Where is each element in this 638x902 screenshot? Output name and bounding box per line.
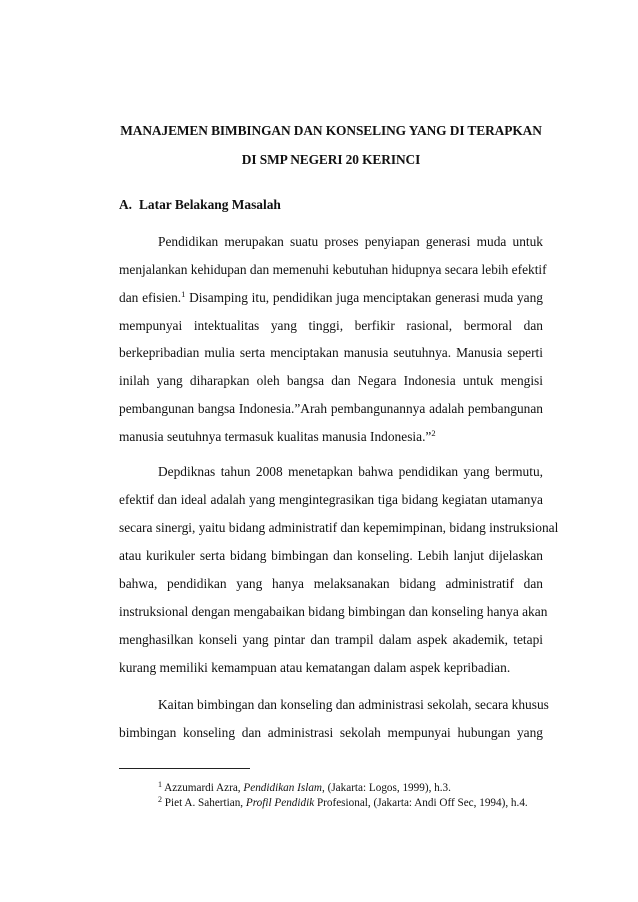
- footnote-ref-2[interactable]: 2: [431, 428, 436, 438]
- document-title-line-2: DI SMP NEGERI 20 KERINCI: [241, 152, 421, 167]
- body-line: Kaitan bimbingan dan konseling dan administrasi sekolah, secara khusus: [158, 697, 549, 712]
- body-line: Pendidikan merupakan suatu proses penyiapan generasi muda untuk: [158, 234, 543, 249]
- footnote-2: $^2$ Piet A. Sahertian, Profil Pendidik Profesional, (Jakarta: Andi Off Sec, 1994), h.4.: [158, 795, 528, 809]
- body-line: pembangunan bangsa Indonesia.”Arah pembangunannya adalah pembangunan: [119, 401, 543, 416]
- section-letter: A.: [119, 197, 133, 212]
- footnote-number-1: 1: [158, 780, 162, 789]
- body-line: Depdiknas tahun 2008 menetapkan bahwa pendidikan yang bermutu,: [158, 464, 543, 479]
- footnote-1-book-title: Pendidikan Islam: [243, 782, 322, 794]
- section-heading-text: Latar Belakang Masalah: [139, 197, 281, 212]
- body-line: inilah yang diharapkan oleh bangsa dan Negara Indonesia untuk mengisi: [119, 373, 543, 388]
- body-line: menghasilkan konseli yang pintar dan trampil dalam aspek akademik, tetapi: [119, 632, 543, 647]
- body-line: efektif dan ideal adalah yang mengintegrasikan tiga bidang kegiatan utamanya: [119, 492, 543, 507]
- footnote-2-book-title: Profil Pendidik: [245, 797, 315, 809]
- body-line: manusia seutuhnya termasuk kualitas manusia Indonesia.”$^2$: [119, 428, 436, 444]
- body-line: atau kurikuler serta bidang bimbingan dan konseling. Lebih lanjut dijelaskan: [119, 548, 543, 563]
- body-line: berkepribadian mulia serta menciptakan manusia seutuhnya. Manusia seperti: [119, 345, 543, 360]
- footnote-ref-1[interactable]: 1: [181, 289, 186, 299]
- body-line: dan efisien.$^1$ Disamping itu, pendidikan juga menciptakan generasi muda yang: [119, 289, 544, 305]
- body-line: instruksional dengan mengabaikan bidang bimbingan dan konseling hanya akan: [119, 604, 548, 619]
- body-line: mempunyai intektualitas yang tinggi, berfikir rasional, bermoral dan: [119, 318, 543, 333]
- footnote-number-2: 2: [158, 795, 162, 804]
- body-line: menjalankan kehidupan dan memenuhi kebutuhan hidupnya secara lebih efektif: [119, 262, 547, 277]
- footnote-1: $^1$ Azzumardi Azra, Pendidikan Islam, (Jakarta: Logos, 1999), h.3.: [158, 780, 451, 794]
- body-line: kurang memiliki kemampuan atau kematangan dalam aspek kepribadian.: [119, 660, 511, 675]
- body-line: bimbingan konseling dan administrasi sekolah mempunyai hubungan yang: [119, 725, 543, 740]
- section-heading: [119, 197, 281, 213]
- document-title-line-1: MANAJEMEN BIMBINGAN DAN KONSELING YANG DI TERAPKAN: [120, 123, 542, 138]
- footnote-separator: [119, 768, 250, 769]
- body-line: secara sinergi, yaitu bidang administratif dan kepemimpinan, bidang instruksional: [119, 520, 559, 535]
- body-line: bahwa, pendidikan yang hanya melaksanakan bidang administratif dan: [119, 576, 543, 591]
